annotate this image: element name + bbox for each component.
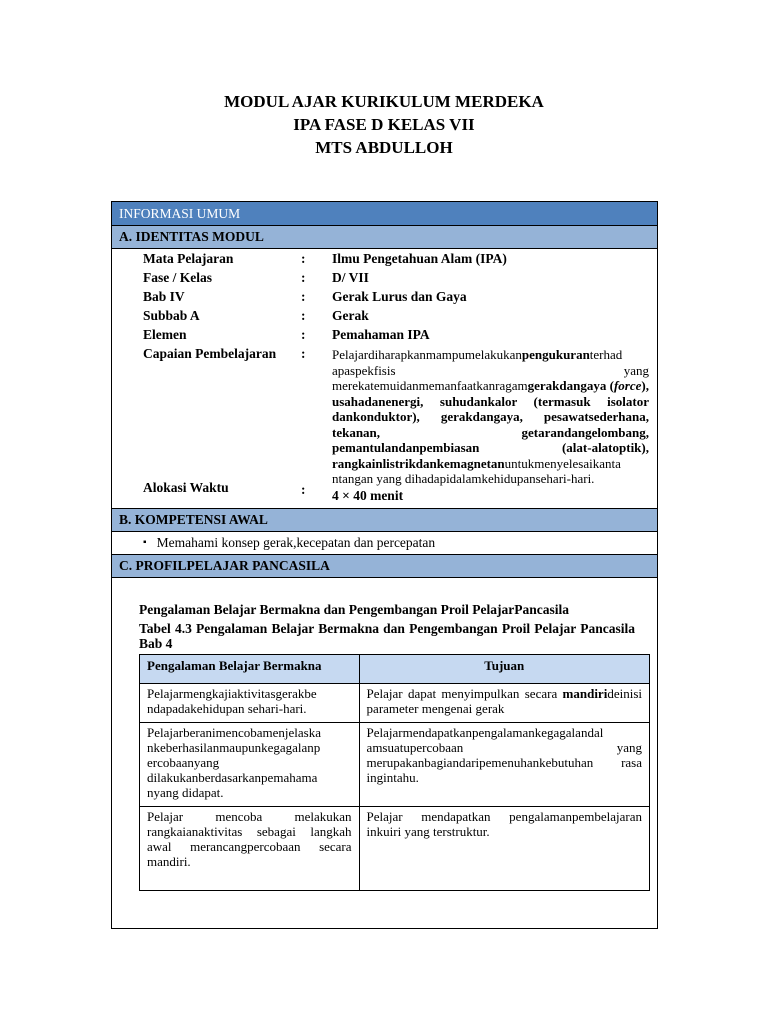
title-line-3: MTS ABDULLOH [315,138,453,157]
label-mata-pelajaran: Mata Pelajaran [143,251,234,266]
colon: : [301,327,306,342]
label-alokasi-waktu: Alokasi Waktu [143,480,229,495]
cell-text: Pelajar mendapatkan pengalamanpembelajaran inkuiri yang terstruktur. [366,809,642,839]
cell-tujuan [359,684,649,723]
table-row [140,684,650,723]
table-row [140,723,650,807]
table-header-row [140,655,650,684]
cell-tujuan [359,723,649,807]
capaian-bold-part: gerakdangaya ( [527,378,614,393]
colon: : [301,270,306,285]
cell-pengalaman: Pelajarberanimencobamenjelaska nkeberhasilanmaupunkegagalanp ercobaanyang dilakukanberdasarkanpemahama nyang didapat. [140,723,360,807]
value-alokasi-waktu: 4 × 40 menit [332,488,404,503]
identitas-modul-header: A. IDENTITAS MODUL [112,226,657,248]
profil-subtitle: Pengalaman Belajar Bermakna dan Pengembangan Proil PelajarPancasila [139,602,569,617]
value-bab: Gerak Lurus dan Gaya [332,289,467,304]
cell-tujuan [359,807,649,891]
value-fase-kelas: D/ VII [332,270,369,285]
cell-pengalaman: Pelajarmengkajiaktivitasgerakbe ndapadakehidupan sehari-hari. [140,684,360,723]
module-frame [111,201,658,929]
label-subbab: Subbab A [143,308,200,323]
capaian-italic: force [613,378,642,393]
pengalaman-belajar-table [139,654,650,891]
profil-pelajar-header: C. PROFILPELAJAR PANCASILA [112,555,657,577]
label-capaian-pembelajaran: Capaian Pembelajaran [143,346,277,361]
kompetensi-list-item [143,535,435,551]
colon: : [301,289,306,304]
capaian-part: Pelajardiharapkanmampumelakukan [332,347,522,362]
value-subbab: Gerak [332,308,369,323]
divider [112,577,657,578]
cell-bold-text: mandiri [562,686,608,701]
capaian-bold: pengukuran [521,347,590,362]
colon: : [301,346,306,361]
divider [112,248,657,249]
cell-text: deinisi parameter mengenai gerak [366,686,642,716]
colon: : [301,308,306,323]
colon: : [301,482,306,497]
cell-text: Pelajarmendapatkanpengalamankegagalandal amsuatupercobaan yang merupakanbagiandaripemenuhankebutuhan rasa ingintahu. [366,725,642,785]
header-tujuan: Tujuan [359,655,649,684]
colon: : [301,251,306,266]
value-mata-pelajaran: Ilmu Pengetahuan Alam (IPA) [332,251,507,266]
title-line-2: IPA FASE D KELAS VII [293,115,475,134]
capaian-part: terhad apaspekfisis yang merekatemuidanmemanfaatkanragam [332,347,649,393]
label-elemen: Elemen [143,327,187,342]
cell-pengalaman: Pelajar mencoba melakukan rangkaianaktivitas sebagai langkah awal merancangpercobaan secara mandiri. [140,807,360,891]
capaian-bold-part: ), usahadanenergi, suhudankalor (termasuk isolator dankonduktor), gerakdangaya, pesawatsederhana, tekanan, getarandangelombang, pemantulandanpembiasan (alat-alatoptik), rangkainlistrikdankemagnetan [332,378,649,471]
cell-text: Pelajar dapat menyimpulkan secara [366,686,563,701]
informasi-umum-header: INFORMASI UMUM [112,202,657,225]
table-row [140,807,650,891]
table-caption: Tabel 4.3 Pengalaman Belajar Bermakna dan Pengembangan Proil Pelajar Pancasila Bab 4 [139,621,635,651]
capaian-pembelajaran-text [332,347,649,487]
value-elemen: Pemahaman IPA [332,327,430,342]
title-line-1: MODUL AJAR KURIKULUM MERDEKA [224,92,544,111]
kompetensi-awal-header: B. KOMPETENSI AWAL [112,509,657,531]
label-bab: Bab IV [143,289,185,304]
kompetensi-item-text: Memahami konsep gerak,kecepatan dan percepatan [156,535,436,550]
label-fase-kelas: Fase / Kelas [143,270,212,285]
divider [112,531,657,532]
header-pengalaman: Pengalaman Belajar Bermakna [140,655,360,684]
bullet-icon: ▪ [143,537,147,548]
capaian-part: untukmenyelesaikanta ntangan yang dihadapidalamkehidupansehari-hari. [332,455,621,486]
